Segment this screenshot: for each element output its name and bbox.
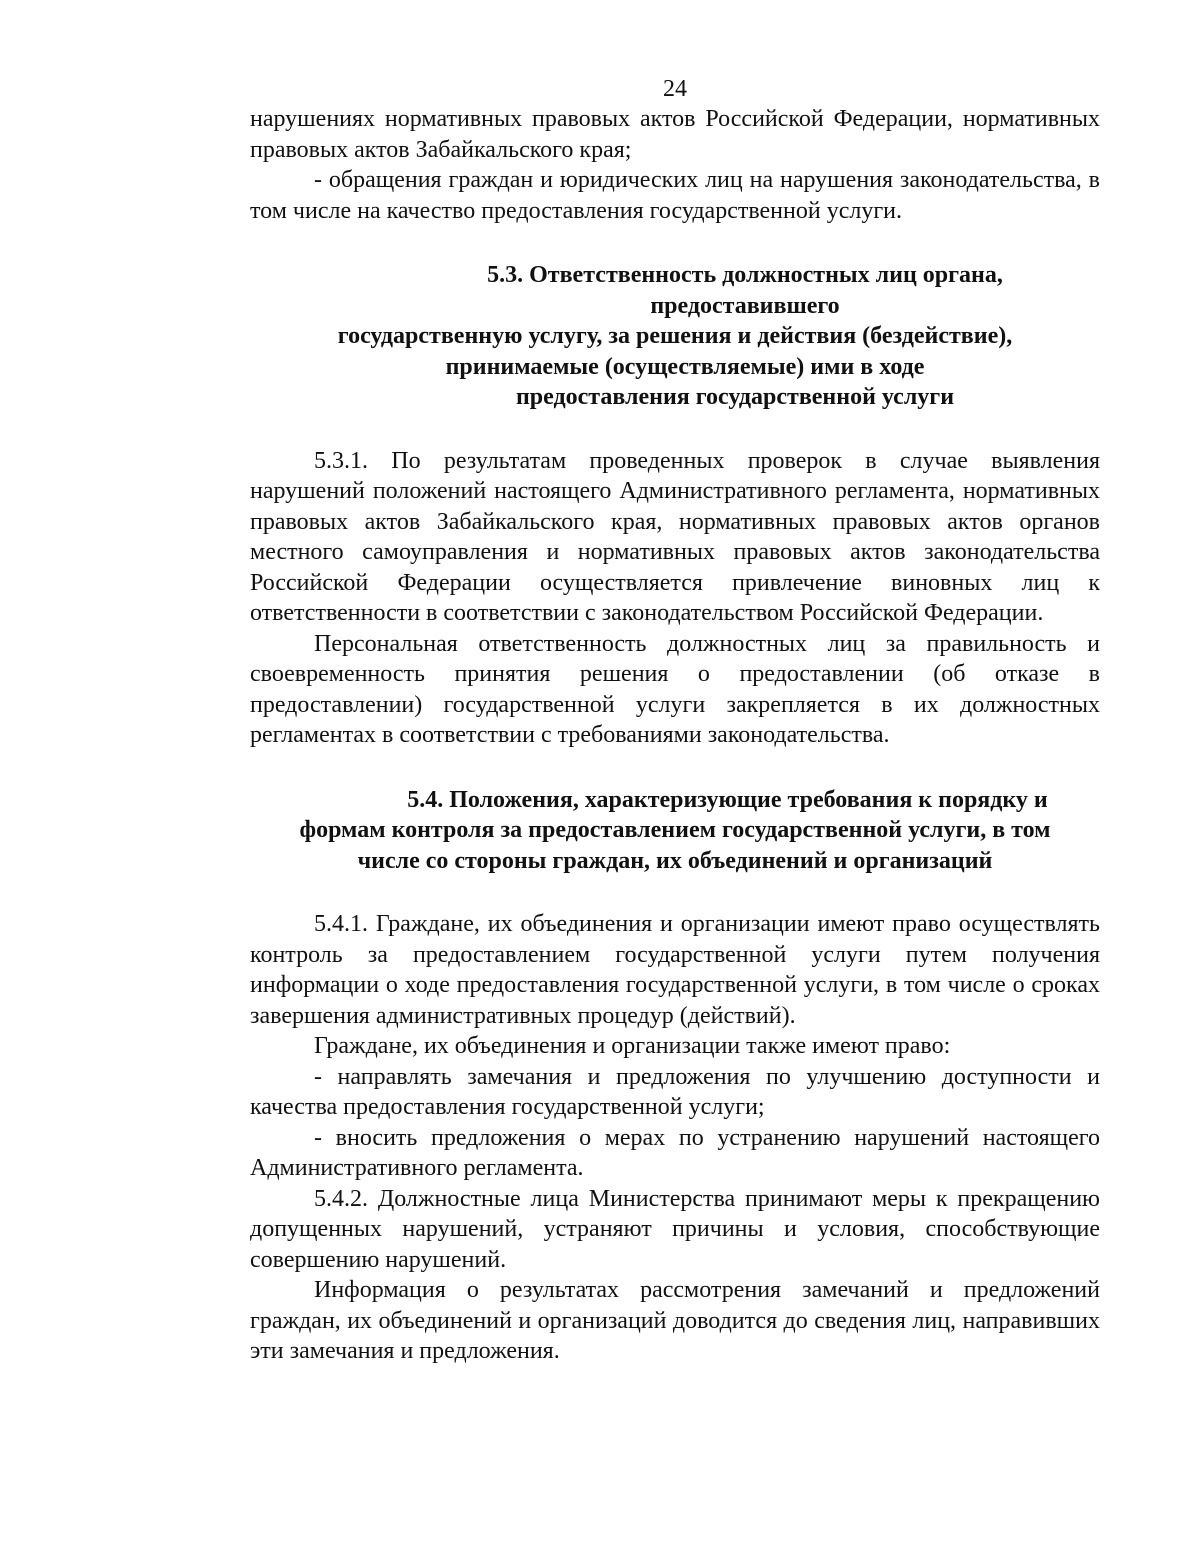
spacer	[250, 751, 1100, 785]
paragraph-results-information: Информация о результатах рассмотрения замечаний и предложений граждан, их объединений и организаций доводится до сведения лиц, направивших эти замечания и предложения.	[250, 1277, 1100, 1364]
spacer	[250, 226, 1100, 260]
heading-line: числе со стороны граждан, их объединений и организаций	[357, 847, 993, 874]
paragraph-send-remarks: - направлять замечания и предложения по улучшению доступности и качества предоставления государственной услуги;	[250, 1063, 1100, 1120]
paragraph-personal-responsibility: Персональная ответственность должностных лиц за правильность и своевременность принятия решения о предоставлении (об отказе в предоставлении) государственной услуги закрепляется в их должностных регламентах в соответствии с требованиями законодательства.	[250, 630, 1100, 748]
section-heading-5-3	[250, 260, 1100, 413]
section-heading-5-4	[250, 785, 1100, 877]
paragraph-submit-proposals: - вносить предложения о мерах по устранению нарушений настоящего Административного регламента.	[250, 1124, 1100, 1181]
document-body	[250, 104, 1100, 1367]
heading-line: формам контроля за предоставлением государственной услуги, в том	[299, 817, 1051, 843]
heading-line: 5.3. Ответственность должностных лиц органа, предоставившего	[487, 262, 1003, 319]
spacer	[250, 413, 1100, 446]
paragraph-citizens-rights: Граждане, их объединения и организации также имеют право:	[314, 1033, 951, 1059]
paragraph-citizen-appeals: - обращения граждан и юридических лиц на нарушения законодательства, в том числе на качество предоставления государственной услуги.	[250, 167, 1100, 224]
spacer	[250, 876, 1100, 909]
paragraph-5-4-1: 5.4.1. Граждане, их объединения и организации имеют право осуществлять контроль за предоставлением государственной услуги путем получения информации о ходе предоставления государственной услуги, в том числе о сроках завершения административных процедур (действий).	[250, 911, 1100, 1029]
paragraph-5-4-2: 5.4.2. Должностные лица Министерства принимают меры к прекращению допущенных нарушений, устраняют причины и условия, способствующие совершению нарушений.	[250, 1185, 1100, 1273]
page-number: 24	[663, 76, 687, 102]
heading-line: государственную услугу, за решения и действия (бездействие),	[337, 323, 1013, 349]
heading-line: предоставления государственной услуги	[515, 384, 955, 410]
heading-line: 5.4. Положения, характеризующие требования к порядку и	[407, 786, 1048, 813]
paragraph-violations-continuation: нарушениях нормативных правовых актов Российской Федерации, нормативных правовых актов Забайкальского края;	[250, 106, 1100, 163]
paragraph-5-3-1: 5.3.1. По результатам проведенных проверок в случае выявления нарушений положений настоящего Административного регламента, нормативных правовых актов Забайкальского края, нормативных правовых актов органов местного самоуправления и нормативных правовых актов законодательства Российской Федерации осуществляется привлечение виновных лиц к ответственности в соответствии с законодательством Российской Федерации.	[250, 447, 1100, 626]
heading-line: принимаемые (осуществляемые) ими в ходе	[445, 353, 925, 380]
